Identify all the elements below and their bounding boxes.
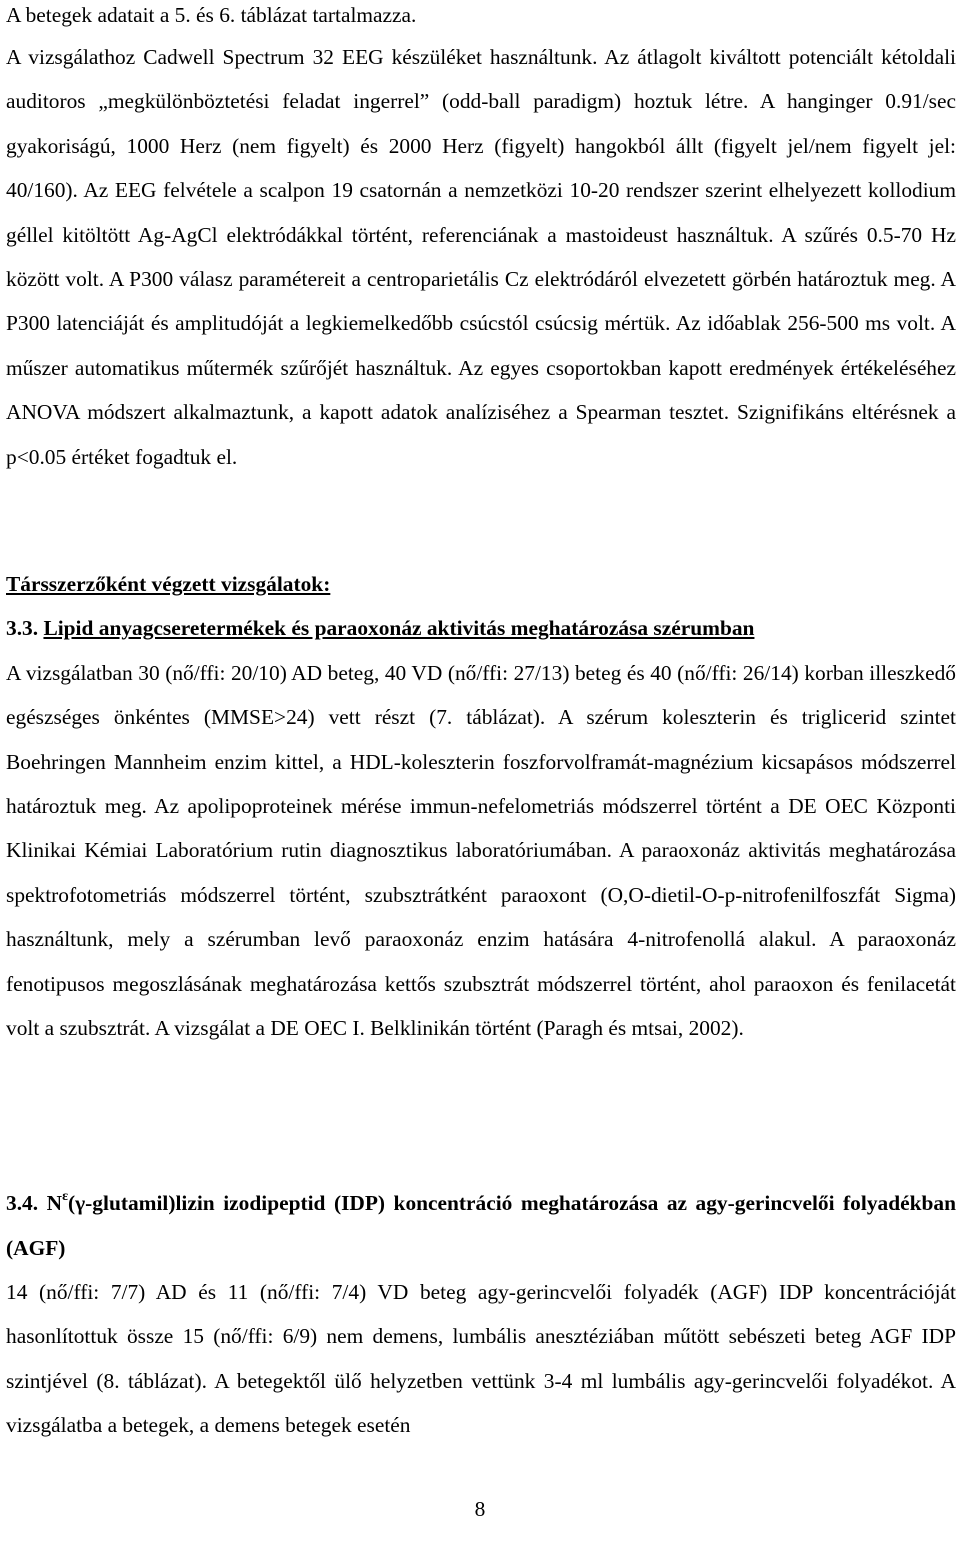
section-3-4-body: 14 (nő/ffi: 7/7) AD és 11 (nő/ffi: 7/4) VD beteg agy-gerincvelői folyadék (AGF) IDP koncentrációját hasonlítottuk össze 15 (nő/ffi: 6/9) nem demens, lumbális anesztéziában műtött sebészeti beteg AGF IDP szintjével (8. táblázat). A betegektől ülő helyzetben vettünk 3-4 ml lumbális agy-gerincvelői folyadékot. A vizsgálatba a betegek, a demens betegek esetén bbox=[6, 1279, 956, 1438]
eeg-methods-section bbox=[6, 35, 956, 479]
section-3-3-title: Lipid anyagcseretermékek és paraoxonáz aktivitás meghatározása szérumban bbox=[43, 616, 755, 641]
section-3-3-number: 3.3. bbox=[6, 616, 39, 641]
section-3-4 bbox=[6, 1177, 956, 1448]
section-3-4-heading bbox=[6, 1177, 956, 1270]
section-3-4-title-prefix: N bbox=[46, 1191, 63, 1216]
section-3-3-heading bbox=[6, 606, 956, 650]
intro-line: A betegek adatait a 5. és 6. táblázat tartalmazza. bbox=[6, 3, 417, 27]
section-3-3-body: A vizsgálatban 30 (nő/ffi: 20/10) AD beteg, 40 VD (nő/ffi: 27/13) beteg és 40 (nő/ffi: 26/14) korban illeszkedő egészséges önkéntes (MMSE>24) vett részt (7. táblázat). A szérum koleszterin és triglicerid szintet Boehringen Mannheim enzim kittel, a HDL-koleszterin foszforvolframát-magnézium kicsapásos módszerrel határoztuk meg. Az apolipoproteinek mérése immun-nefelometriás módszerrel történt a DE OEC Központi Klinikai Kémiai Laboratórium rutin diagnosztikus laboratóriumában. A paraoxonáz aktivitás meghatározása spektrofotometriás módszerrel történt, szubsztrátként paraoxont (O,O-dietil-O-p-nitrofenilfoszfát Sigma) használtunk, mely a szérumban levő paraoxonáz enzim hatására 4-nitrofenollá alakul. A paraoxonáz fenotipusos megoszlásának meghatározása kettős szubsztrát módszerrel történt, ahol paraoxon és fenilacetát volt a szubsztrát. A vizsgálat a DE OEC I. Belklinikán történt (Paragh és mtsai, 2002). bbox=[6, 660, 956, 1041]
coauthor-section bbox=[6, 562, 956, 1050]
epsilon-superscript: ε bbox=[62, 1189, 69, 1204]
section-3-4-title: (γ-glutamil)lizin izodipeptid (IDP) koncentráció meghatározása az agy-gerincvelői folyadékban (AGF) bbox=[6, 1191, 956, 1260]
section-3-4-number: 3.4. bbox=[6, 1191, 39, 1216]
page-number: 8 bbox=[474, 1497, 486, 1521]
eeg-paragraph: A vizsgálathoz Cadwell Spectrum 32 EEG készüléket használtunk. Az átlagolt kiváltott potenciált kétoldali auditoros „megkülönböztetési feladat ingerrel” (odd-ball paradigm) hoztuk létre. A hanginger 0.91/sec gyakoriságú, 1000 Herz (nem figyelt) és 2000 Herz (figyelt) hangokból állt (figyelt jel/nem figyelt jel: 40/160). Az EEG felvétele a scalpon 19 csatornán a nemzetközi 10-20 rendszer szerint elhelyezett kollodium géllel kitöltött Ag-AgCl elektródákkal történt, referenciának a mastoideust használtuk. A szűrés 0.5-70 Hz között volt. A P300 válasz paramétereit a centroparietális Cz elektródáról elvezetett görbén határoztuk meg. A P300 latenciáját és amplitudóját a legkiemelkedőbb csúcstól csúcsig mértük. Az időablak 256-500 ms volt. A műszer automatikus műtermék szűrőjét használtuk. Az egyes csoportokban kapott eredmények értékeléséhez ANOVA módszert alkalmaztunk, a kapott adatok analíziséhez a Spearman tesztet. Szignifikáns eltérésnek a p<0.05 értéket fogadtuk el. bbox=[6, 45, 956, 469]
coauthor-heading-text: Társszerzőként végzett vizsgálatok: bbox=[6, 572, 331, 596]
coauthor-heading bbox=[6, 562, 956, 606]
